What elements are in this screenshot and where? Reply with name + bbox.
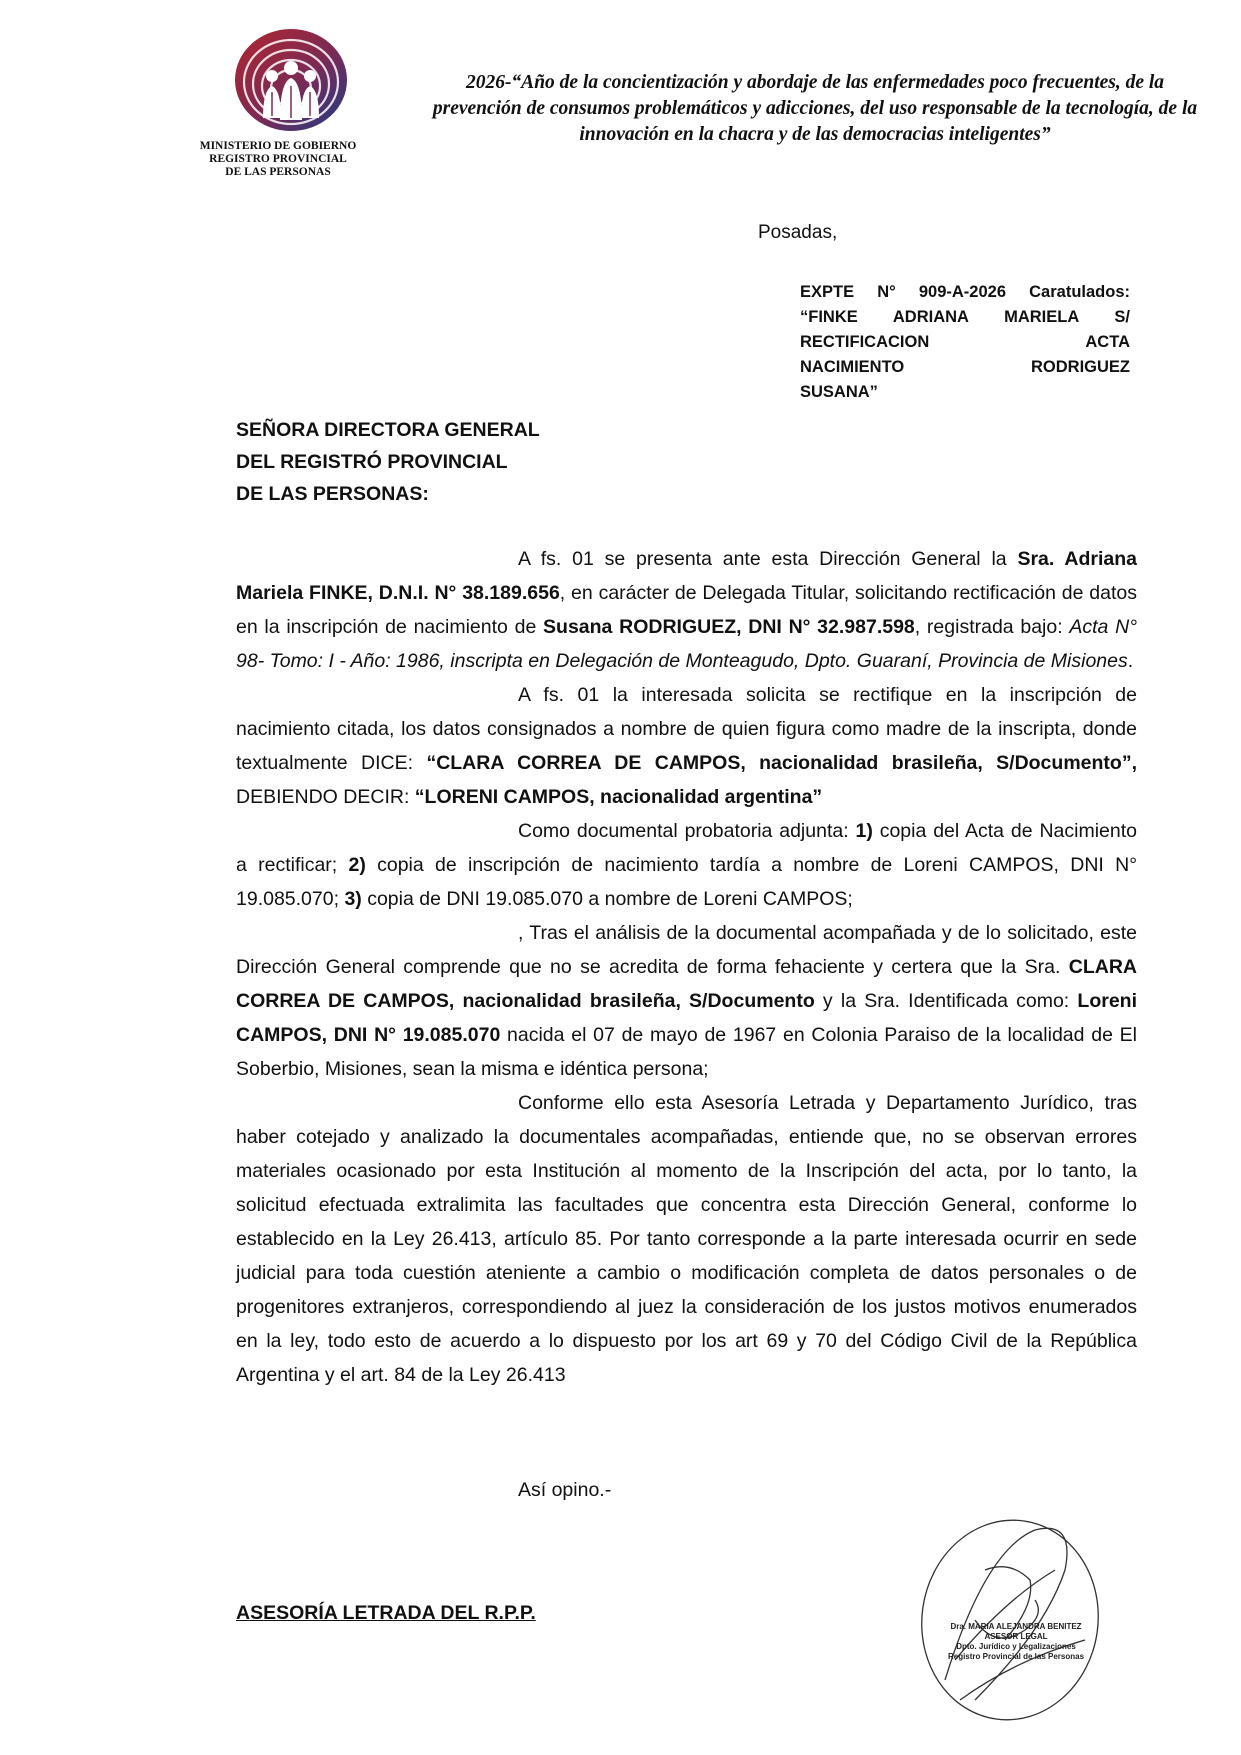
addressee-block	[236, 414, 540, 510]
ministry-line: MINISTERIO DE GOBIERNO	[199, 140, 357, 152]
expediente-line: SUSANA”	[800, 383, 878, 401]
text-run-bold: “LORENI CAMPOS, nacionalidad argentina”	[414, 786, 823, 808]
department-signature-line: ASESORÍA LETRADA DEL R.P.P.	[236, 1602, 536, 1624]
text-run: , Tras el análisis de la documental acompañada y de lo solicitado, este Dirección General comprende que no se acredita de forma fehaciente y certera que la Sra.	[236, 922, 1137, 978]
addressee-line: SEÑORA DIRECTORA GENERAL	[236, 419, 540, 441]
paragraph-conclusion	[236, 1086, 1137, 1392]
expediente-line: NACIMIENTO RODRIGUEZ	[800, 358, 1130, 376]
registro-provincial-logo-icon	[232, 26, 350, 134]
text-run: copia de inscripción de nacimiento tardía a nombre de Loreni CAMPOS, DNI N° 19.085.070;	[236, 854, 1137, 910]
text-run-bold: “CLARA CORREA DE CAMPOS, nacionalidad brasileña, S/Documento”,	[426, 752, 1137, 774]
text-run-italic: Acta N° 98- Tomo: I - Año: 1986, inscripta en Delegación de Monteagudo, Dpto. Guaraní, Provincia de Misiones	[236, 616, 1137, 672]
text-run: nacida el 07 de mayo de 1967 en Colonia Paraiso de la localidad de El Soberbio, Misiones, sean la misma e idéntica persona;	[236, 1024, 1137, 1080]
year-motto: 2026-“Año de la concientización y abordaje de las enfermedades poco frecuentes, de la prevención de consumos problemáticos y adicciones, del uso responsable de la tecnología, de la innovación en la chacra y de las democracias inteligentes”	[432, 72, 1198, 145]
text-run-bold: 3)	[344, 888, 362, 910]
paragraph-analysis	[236, 916, 1137, 1086]
ministry-line: REGISTRO PROVINCIAL	[209, 153, 347, 165]
place-date: Posadas,	[758, 222, 838, 243]
text-run-bold: 2)	[348, 854, 366, 876]
expediente-line: EXPTE N° 909-A-2026 Caratulados:	[800, 283, 1130, 301]
text-run-bold: Susana RODRIGUEZ, DNI N° 32.987.598	[543, 616, 915, 638]
text-run: y la Sra. Identificada como:	[814, 990, 1078, 1012]
ministry-line: DE LAS PERSONAS	[225, 166, 331, 178]
text-run: , en carácter de Delegada Titular, solicitando rectificación de datos en la inscripción de nacimiento de	[236, 582, 1137, 638]
document-body	[236, 542, 1137, 1392]
addressee-line: DEL REGISTRÓ PROVINCIAL	[236, 451, 508, 473]
legal-advisor-stamp	[946, 1622, 1086, 1662]
text-run-bold: 1)	[855, 820, 873, 842]
text-run: DEBIENDO DECIR:	[236, 786, 415, 808]
handwritten-signature	[915, 1510, 1105, 1725]
stamp-line: Dra. MARIA ALEJANDRA BENITEZ	[950, 1622, 1082, 1631]
ministry-name	[178, 140, 378, 179]
text-run-bold: Loreni CAMPOS, DNI N° 19.085.070	[236, 990, 1137, 1046]
stamp-line: Registro Provincial de las Personas	[947, 1652, 1085, 1661]
paragraph-request	[236, 678, 1137, 814]
text-run: copia de DNI 19.085.070 a nombre de Loreni CAMPOS;	[361, 888, 853, 910]
stamp-line: Dpto. Jurídico y Legalizaciones	[956, 1642, 1076, 1651]
stamp-line: ASESOR LEGAL	[984, 1632, 1048, 1641]
paragraph-presentation	[236, 542, 1137, 678]
expediente-caption	[800, 280, 1130, 405]
text-run: copia del Acta de Nacimiento a rectificar;	[236, 820, 1137, 876]
paragraph-evidence	[236, 814, 1137, 916]
closing-phrase: Así opino.-	[518, 1479, 612, 1501]
text-run: .	[1127, 650, 1134, 672]
text-run: Como documental probatoria adjunta:	[518, 820, 856, 842]
text-run: A fs. 01 la interesada solicita se rectifique en la inscripción de nacimiento citada, los datos consignados a nombre de quien figura como madre de la inscripta, donde textualmente DICE:	[236, 684, 1137, 774]
text-run-bold: CLARA CORREA DE CAMPOS, nacionalidad brasileña, S/Documento	[236, 956, 1137, 1012]
expediente-line: RECTIFICACION ACTA	[800, 333, 1130, 351]
text-run-bold: Sra. Adriana Mariela FINKE, D.N.I. N° 38.189.656	[236, 548, 1137, 604]
addressee-line: DE LAS PERSONAS:	[236, 483, 429, 505]
text-run: A fs. 01 se presenta ante esta Dirección General la	[518, 548, 1018, 570]
expediente-line: “FINKE ADRIANA MARIELA S/	[800, 308, 1130, 326]
text-run: , registrada bajo:	[914, 616, 1070, 638]
text-run: Conforme ello esta Asesoría Letrada y Departamento Jurídico, tras haber cotejado y analizado la documentales acompañadas, entiende que, no se observan errores materiales ocasionado por esta Institución al momento de la Inscripción del acta, por lo tanto, la solicitud efectuada extralimita las facultades que concentra esta Dirección General, conforme lo establecido en la Ley 26.413, artículo 85. Por tanto corresponde a la parte interesada ocurrir en sede judicial para toda cuestión ateniente a cambio o modificación completa de datos personales o de progenitores extranjeros, correspondiendo al juez la consideración de los justos motivos enumerados en la ley, todo esto de acuerdo a lo dispuesto por los art 69 y 70 del Código Civil de la República Argentina y el art. 84 de la Ley 26.413	[236, 1092, 1137, 1386]
